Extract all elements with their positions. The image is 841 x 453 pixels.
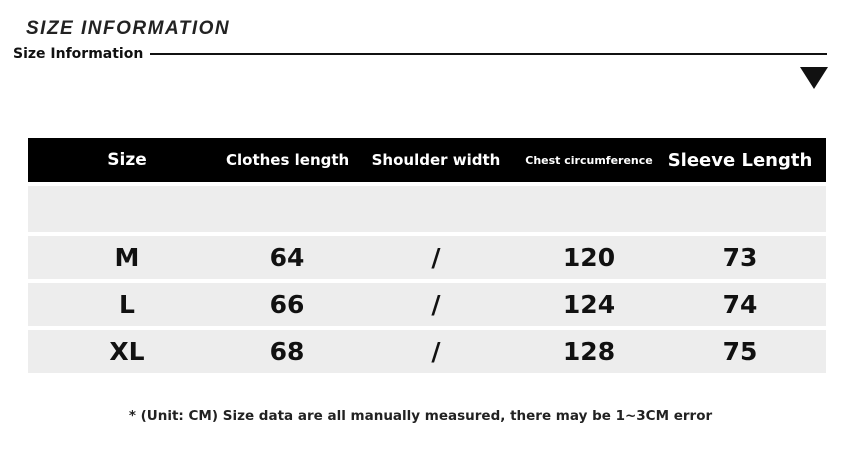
blank-row bbox=[28, 186, 826, 232]
header-sleeve-length: Sleeve Length bbox=[667, 149, 813, 171]
cell-chest-circumference: 124 bbox=[562, 290, 616, 319]
header-size: Size bbox=[107, 150, 147, 170]
header-clothes-length: Clothes length bbox=[226, 151, 350, 169]
cell-shoulder-width: / bbox=[431, 243, 441, 272]
cell-chest-circumference: 120 bbox=[562, 243, 616, 272]
table-header bbox=[28, 138, 826, 182]
cell-size: M bbox=[114, 243, 140, 272]
cell-size: XL bbox=[109, 337, 145, 366]
cell-clothes-length: 66 bbox=[269, 290, 305, 319]
header-shoulder-width: Shoulder width bbox=[371, 151, 501, 169]
header-chest-circumference: Chest circumference bbox=[525, 153, 653, 167]
divider-line bbox=[150, 53, 827, 55]
table-row bbox=[28, 330, 826, 373]
size-table bbox=[28, 138, 826, 373]
cell-chest-circumference: 128 bbox=[562, 337, 616, 366]
cell-shoulder-width: / bbox=[431, 290, 441, 319]
cell-clothes-length: 68 bbox=[269, 337, 305, 366]
cell-sleeve-length: 73 bbox=[722, 243, 758, 272]
cell-clothes-length: 64 bbox=[269, 243, 305, 272]
table-row bbox=[28, 283, 826, 326]
cell-sleeve-length: 74 bbox=[722, 290, 758, 319]
cell-size: L bbox=[119, 290, 135, 319]
triangle-down-icon bbox=[800, 67, 828, 89]
cell-shoulder-width: / bbox=[431, 337, 441, 366]
measurement-footnote: * (Unit: CM) Size data are all manually measured, there may be 1~3CM error bbox=[128, 408, 713, 424]
table-row bbox=[28, 236, 826, 279]
section-heading: SIZE INFORMATION bbox=[26, 18, 231, 39]
section-subheading: Size Information bbox=[13, 46, 144, 62]
cell-sleeve-length: 75 bbox=[722, 337, 758, 366]
